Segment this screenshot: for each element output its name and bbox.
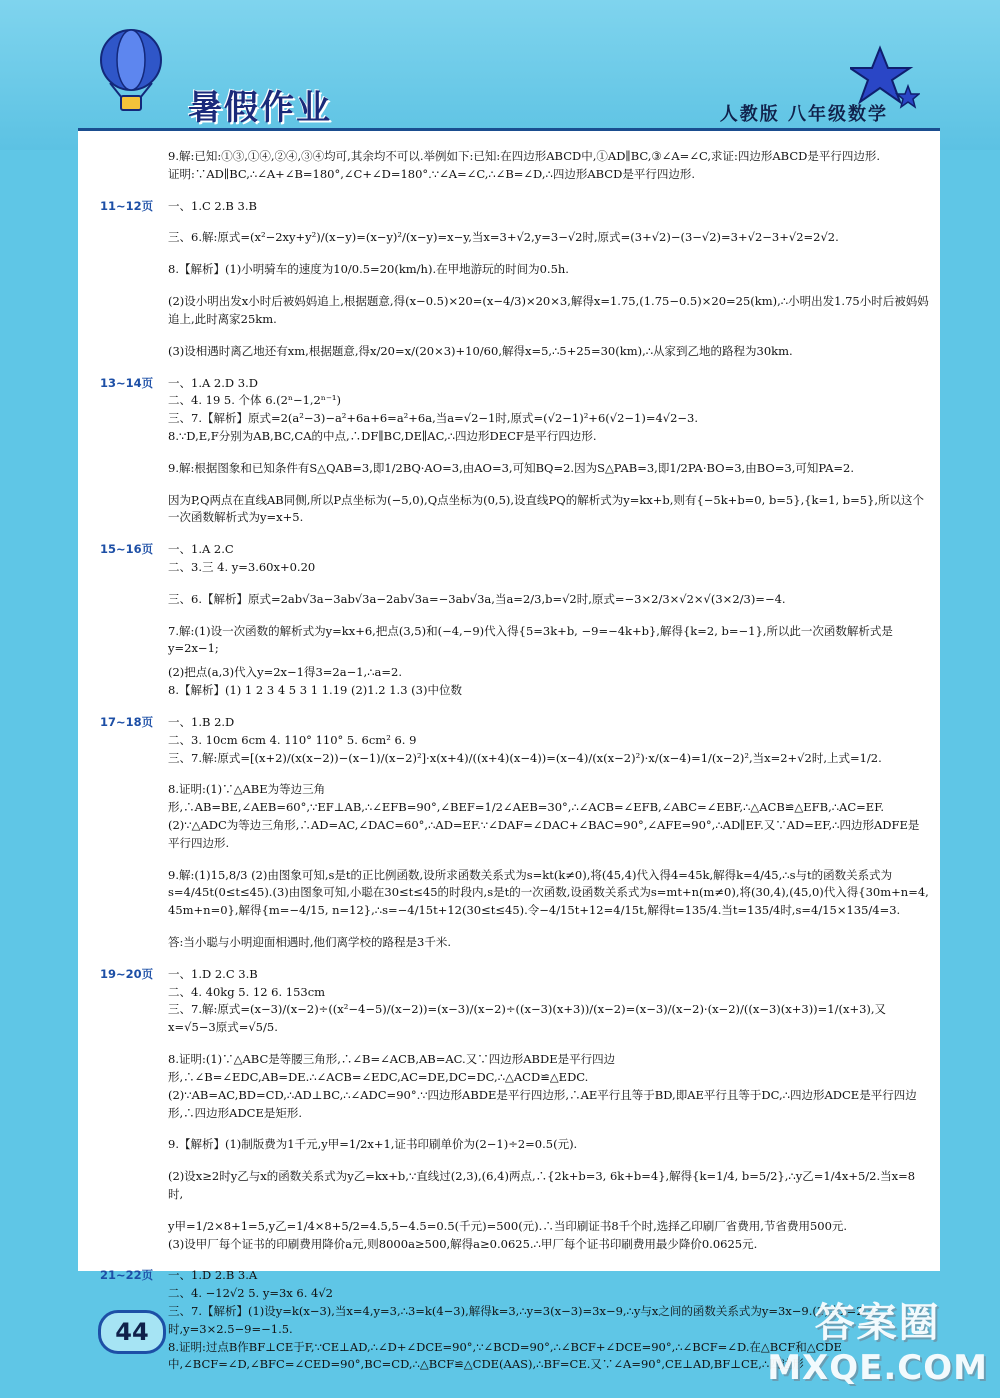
answer-line: 一、1.C 2.B 3.B [168,198,257,213]
answer-line: 9.解:已知:①③,①④,②④,③④均可,其余均不可以.举例如下:已知:在四边形ABCD中,①AD∥BC,③∠A=∠C,求证:四边形ABCD是平行四边形. [168,149,881,163]
answer-line: 证明:∵AD∥BC,∴∠A+∠B=180°,∠C+∠D=180°.∵∠A=∠C,∴∠B=∠D,∴四边形ABCD是平行四边形. [168,166,695,181]
answer-line: 三、6.解:原式=(x²−2xy+y²)/(x−y)=(x−y)²/(x−y)=x−y,当x=3+√2,y=3−√2时,原式=(3+√2)−(3−√2)=3+√2−3+√2=2√2. [168,230,839,245]
answer-section [100,375,930,528]
section-page-label: 15~16页 [100,542,154,557]
answer-line: 二、3.三 4. y=3.60x+0.20 [168,560,316,574]
answer-line: 三、7.【解析】原式=2(a²−3)−a²+6a+6=a²+6a,当a=√2−1时,原式=(√2−1)²+6(√2−1)=4√2−3. [168,411,699,426]
answer-line: (3)设相遇时离乙地还有xm,根据题意,得x/20=x/(20×3)+10/60,解得x=5,∴5+25=30(km),∴从家到乙地的路程为30km. [168,343,793,358]
answer-line: 三、6.【解析】原式=2ab√3a−3ab√3a−2ab√3a=−3ab√3a,当a=2/3,b=√2时,原式=−3×2/3×√2×√(3×2/3)=−4. [168,591,786,606]
hot-air-balloon-icon [92,28,170,114]
answer-line: (3)设甲厂每个证书的印刷费用降价a元,则8000a≥500,解得a≥0.0625.∴甲厂每个证书印刷费用最少降价0.0625元. [168,1236,758,1251]
answer-line: (2)设小明出发x小时后被妈妈追上,根据题意,得(x−0.5)×20=(x−4/3)×20×3,解得x=1.75,(1.75−0.5)×20=25(km),∴小明出发1.75小时后被妈妈追上,此时离家25km. [168,294,929,326]
answer-line: 9.解:(1)15,8/3 (2)由图象可知,s是t的正比例函数,设所求函数关系式为s=kt(k≠0),将(45,4)代入得4=45k,解得k=4/45,∴s与t的函数关系式为s=4/45t(0≤t≤45).(3)由图象可知,小聪在30≤t≤45的时段内,s是t的一次函数,设函数关系式为s=mt+n(m≠0),将(30,4),(45,0)代入得{30m+n=4, 45m+n=0},解得{m=−4/15, n=12},∴s=−4/15t+12(30≤t≤45).令−4/15t+12=4/15t,解得t=135/4.当t=135/4时,s=4/15×135/4=3. [168,867,929,918]
section-page-label: 11~12页 [100,198,154,213]
watermark-url: MXQE.COM [767,1348,988,1388]
answer-line: 一、1.D 2.B 3.A [168,1268,258,1283]
answer-line: 9.解:根据图象和已知条件有S△QAB=3,即1/2BQ·AO=3,由AO=3,可知BQ=2.因为S△PAB=3,即1/2PA·BO=3,由BO=3,可知PA=2. [168,460,854,475]
answer-line: 二、4. 19 5. 个体 6.(2ⁿ−1,2ⁿ⁻¹) [168,393,342,408]
answer-line: 答:当小聪与小明迎面相遇时,他们离学校的路程是3千米. [168,935,451,949]
watermark-cn: 答案圈 [814,1300,941,1346]
answer-line: 8.【解析】(1)小明骑车的速度为10/0.5=20(km/h).在甲地游玩的时间为0.5h. [168,262,569,277]
answer-section [100,541,930,700]
answer-line: 三、7.解:原式=(x−3)/(x−2)÷((x²−4−5)/(x−2))=(x−3)/(x−2)÷((x−3)(x+3))/(x−2)=(x−3)/(x−2)·(x−2)/((x−3)(x+3))=1/(x+3),又x=√5−3原式=√5/5. [168,1002,887,1035]
answer-line: 二、4. 40kg 5. 12 6. 153cm [168,984,326,999]
answer-line: 因为P,Q两点在直线AB同侧,所以P点坐标为(−5,0),Q点坐标为(0,5),设直线PQ的解析式为y=kx+b,则有{−5k+b=0, b=5},{k=1, b=5},所以这个一次函数解析式为y=x+5. [168,492,925,525]
answer-line: 一、1.A 2.C [168,542,234,557]
page-number: 44 [98,1310,166,1354]
answer-line: 三、7.解:原式=[(x+2)/(x(x−2))−(x−1)/(x−2)²]·x(x+4)/((x+4)(x−4))=(x−4)/(x(x−2)²)·x/(x−4)=1/(x−2)²,当x=2+√2时,上式=1/2. [168,750,882,765]
answer-section [100,198,930,361]
answer-line: 8.【解析】(1) 1 2 3 4 5 3 1 1.19 (2)1.2 1.3 (3)中位数 [168,683,462,698]
answer-line: 一、1.D 2.C 3.B [168,966,258,981]
page-title: 暑假作业 [188,88,332,128]
section-page-label: 19~20页 [100,966,154,981]
answer-line: 8.证明:过点B作BF⊥CE于F,∵CE⊥AD,∴∠D+∠DCE=90°,∵∠BCD=90°,∴∠BCF+∠DCE=90°,∴∠BCF=∠D.在△BCF和△CDE中,∠BCF=∠D,∠BFC=∠CED=90°,BC=CD,∴△BCF≌△CDE(AAS),∴BF=CE.又∵∠A=90°,CE⊥AD,BF⊥CE,∴四边形 [168,1339,842,1372]
edition-subtitle: 人教版 八年级数学 [719,104,888,125]
answer-section [100,966,930,1254]
answer-line: (2)把点(a,3)代入y=2x−1得3=2a−1,∴a=2. [168,665,402,680]
answer-line: 二、4. −12√2 5. y=3x 6. 4√2 [168,1286,334,1301]
section-page-label: 13~14页 [100,375,154,390]
section-page-label: 21~22页 [100,1268,154,1283]
answer-line: 8.证明:(1)∵△ABE为等边三角形,∴AB=BE,∠AEB=60°,∵EF⊥AB,∴∠EFB=90°,∠BEF=1/2∠AEB=30°,∴∠ACB=∠EFB,∠ABC=∠EBF,∴△ACB≌△EFB,∴AC=EF. [168,782,885,815]
answer-line: 8.∵D,E,F分别为AB,BC,CA的中点,∴DF∥BC,DE∥AC,∴四边形DECF是平行四边形. [168,428,597,443]
answer-line: 一、1.A 2.D 3.D [168,375,258,390]
answer-line: 二、3. 10cm 6cm 4. 110° 110° 5. 6cm² 6. 9 [168,732,417,747]
answer-line: 三、7.【解析】(1)设y=k(x−3),当x=4,y=3,∴3=k(4−3),解得k=3,∴y=3(x−3)=3x−9,∴y与x之间的函数关系式为y=3x−9.(2)当x=2.5时,y=3×2.5−9=−1.5. [168,1304,875,1336]
watermark [767,1291,988,1388]
section-page-label: 17~18页 [100,714,154,729]
answer-line: (2)∵△ADC为等边三角形,∴AD=AC,∠DAC=60°,∴AD=EF.∵∠DAF=∠DAC+∠BAC=90°,∠AFE=90°,∴AD∥EF.又∵AD=EF,∴四边形ADFE是平行四边形. [168,817,920,850]
answer-section [100,148,930,184]
answer-content [100,148,930,1376]
answer-section [100,714,930,952]
answer-line: y甲=1/2×8+1=5,y乙=1/4×8+5/2=4.5,5−4.5=0.5(千元)=500(元).∴当印刷证书8千个时,选择乙印刷厂省费用,节省费用500元. [168,1218,848,1233]
answer-line: 9.【解析】(1)制版费为1千元,y甲=1/2x+1,证书印刷单价为(2−1)÷2=0.5(元). [168,1137,578,1152]
answer-line: 一、1.B 2.D [168,714,235,729]
answer-line: 8.证明:(1)∵△ABC是等腰三角形,∴∠B=∠ACB,AB=AC.又∵四边形ABDE是平行四边形,∴∠B=∠EDC,AB=DE.∴∠ACB=∠EDC,AC=DE,DC=DC,∴△ACD≌△EDC. [168,1052,616,1084]
answer-line: (2)∵AB=AC,BD=CD,∴AD⊥BC,∴∠ADC=90°.∵四边形ABDE是平行四边形,∴AE平行且等于BD,即AE平行且等于DC,∴四边形ADCE是平行四边形,∴四边形ADCE是矩形. [168,1087,917,1120]
answer-line: (2)设x≥2时y乙与x的函数关系式为y乙=kx+b,∵直线过(2,3),(6,4)两点,∴{2k+b=3, 6k+b=4},解得{k=1/4, b=5/2},∴y乙=1/4x+5/2.当x=8时, [168,1169,916,1201]
answer-line: 7.解:(1)设一次函数的解析式为y=kx+6,把点(3,5)和(−4,−9)代入得{5=3k+b, −9=−4k+b},解得{k=2, b=−1},所以此一次函数解析式是y=2x−1; [168,623,893,656]
